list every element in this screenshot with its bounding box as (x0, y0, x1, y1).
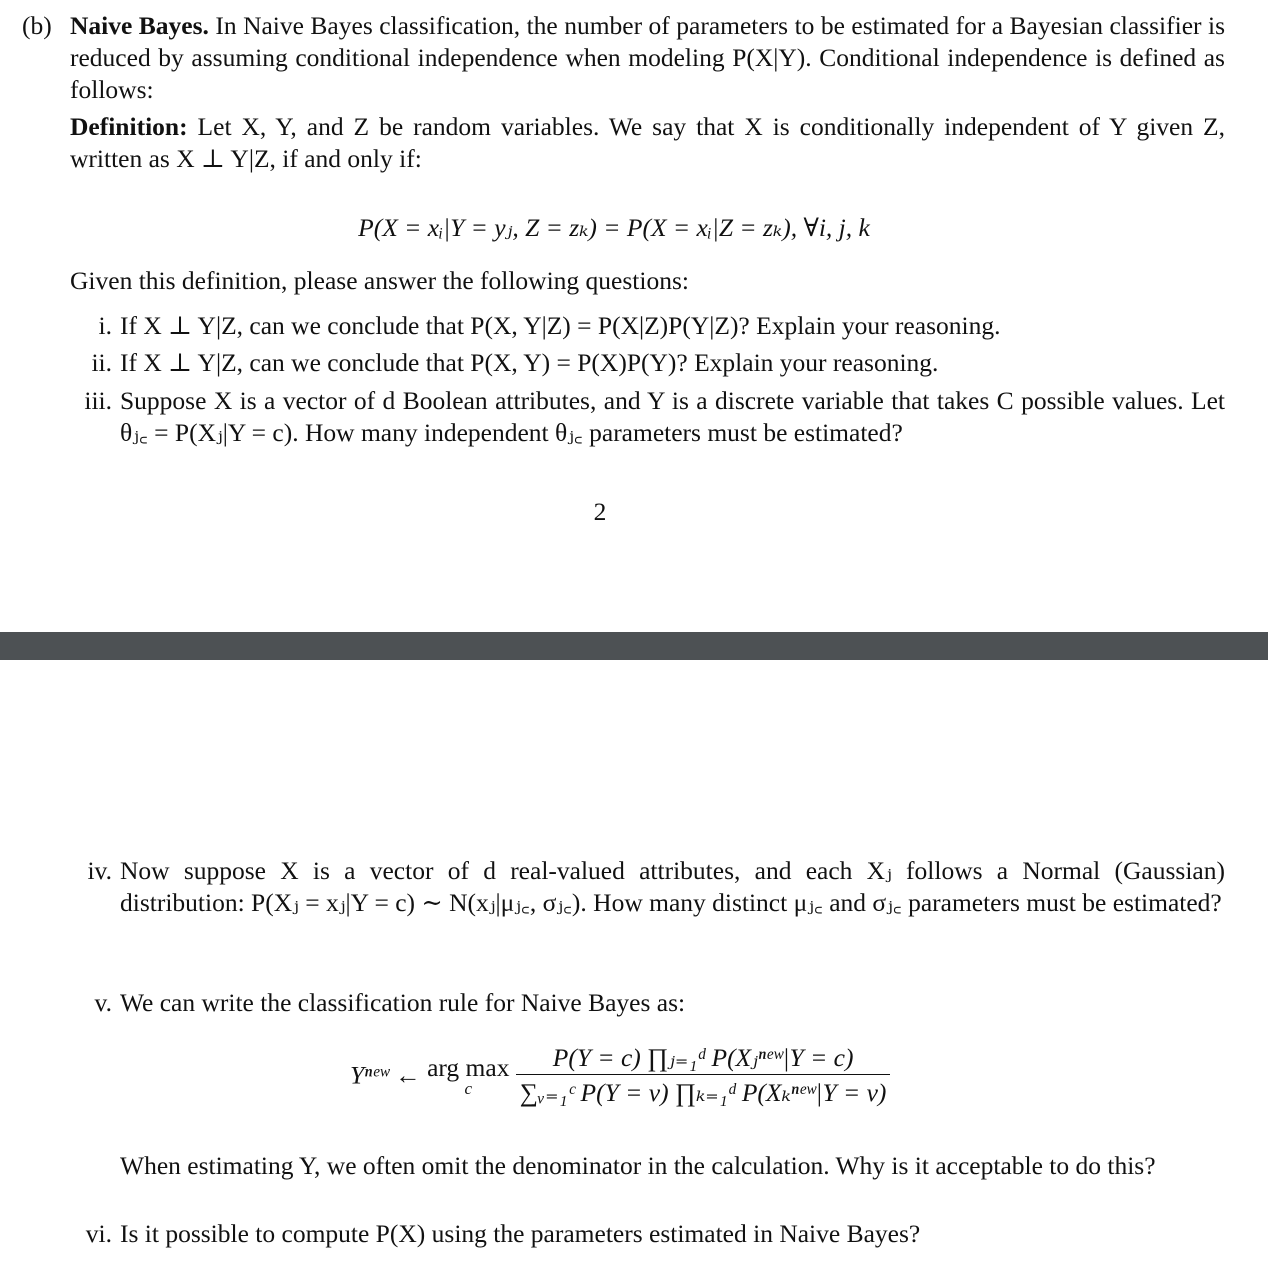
question-v-followup: When estimating Y, we often omit the denominator in the calculation. Why is it acceptable to do this? (120, 1151, 1156, 1180)
question-marker-ii: ii. (91, 348, 112, 377)
part-label: (b) (22, 11, 52, 40)
rule-denominator: ∑ᵥ₌₁ᶜ P(Y = v) ∏ₖ₌₁ᵈ P(Xₖⁿᵉʷ|Y = v) (516, 1074, 891, 1109)
intro-paragraph (70, 10, 1225, 106)
question-marker-iii: iii. (84, 386, 112, 415)
question-v: We can write the classification rule for Naive Bayes as: (120, 988, 686, 1017)
definition-paragraph (70, 111, 1225, 175)
question-marker-vi: vi. (85, 1219, 112, 1248)
conditional-independence-equation: P(X = xᵢ|Y = yⱼ, Z = zₖ) = P(X = xᵢ|Z = zₖ), ∀i, j, k (358, 213, 870, 242)
questions-intro: Given this definition, please answer the following questions: (70, 266, 689, 295)
question-iv: Now suppose X is a vector of d real-valued attributes, and each Xⱼ follows a Normal (Gaussian) distribution: P(Xⱼ = xⱼ|Y = c) ∼ N(xⱼ|μⱼ꜀, σⱼ꜀). How many distinct μⱼ꜀ and σⱼ꜀ parameters must be estimated? (120, 856, 1225, 917)
question-i: If X ⊥ Y|Z, can we conclude that P(X, Y|Z) = P(X|Z)P(Y|Z)? Explain your reasoning. (120, 311, 1001, 340)
argmax-label: arg max (427, 1052, 510, 1082)
intro-text: In Naive Bayes classification, the number of parameters to be estimated for a Bayesian classifier is reduced by assuming conditional independence when modeling P(X|Y). Conditional independence is defined as follows: (70, 11, 1225, 104)
page-divider (0, 632, 1268, 660)
question-iii: Suppose X is a vector of d Boolean attributes, and Y is a discrete variable that takes C possible values. Let θⱼ꜀ = P(Xⱼ|Y = c). How many independent θⱼ꜀ parameters must be estimated? (120, 386, 1225, 447)
rule-numerator: P(Y = c) ∏ⱼ₌₁ᵈ P(Xⱼⁿᵉʷ|Y = c) (552, 1043, 854, 1072)
definition-text: Let X, Y, and Z be random variables. We say that X is conditionally independent of Y given Z, written as X ⊥ Y|Z, if and only if: (70, 112, 1226, 173)
rule-fraction (516, 1042, 891, 1109)
page-bottom (0, 660, 1268, 1266)
argmax-subscript: c (464, 1078, 473, 1098)
classification-rule (350, 1042, 890, 1109)
argmax (427, 1052, 510, 1098)
rule-lhs: Yⁿᵉʷ ← (350, 1060, 428, 1090)
question-marker-iv: iv. (87, 856, 112, 885)
page-top (0, 0, 1268, 632)
part-title: Naive Bayes. (70, 11, 209, 40)
question-marker-v: v. (94, 988, 112, 1017)
question-vi: Is it possible to compute P(X) using the parameters estimated in Naive Bayes? (120, 1219, 921, 1248)
question-ii: If X ⊥ Y|Z, can we conclude that P(X, Y) = P(X)P(Y)? Explain your reasoning. (120, 348, 939, 377)
definition-label: Definition: (70, 112, 188, 141)
question-marker-i: i. (98, 311, 112, 340)
page-number: 2 (593, 497, 607, 526)
